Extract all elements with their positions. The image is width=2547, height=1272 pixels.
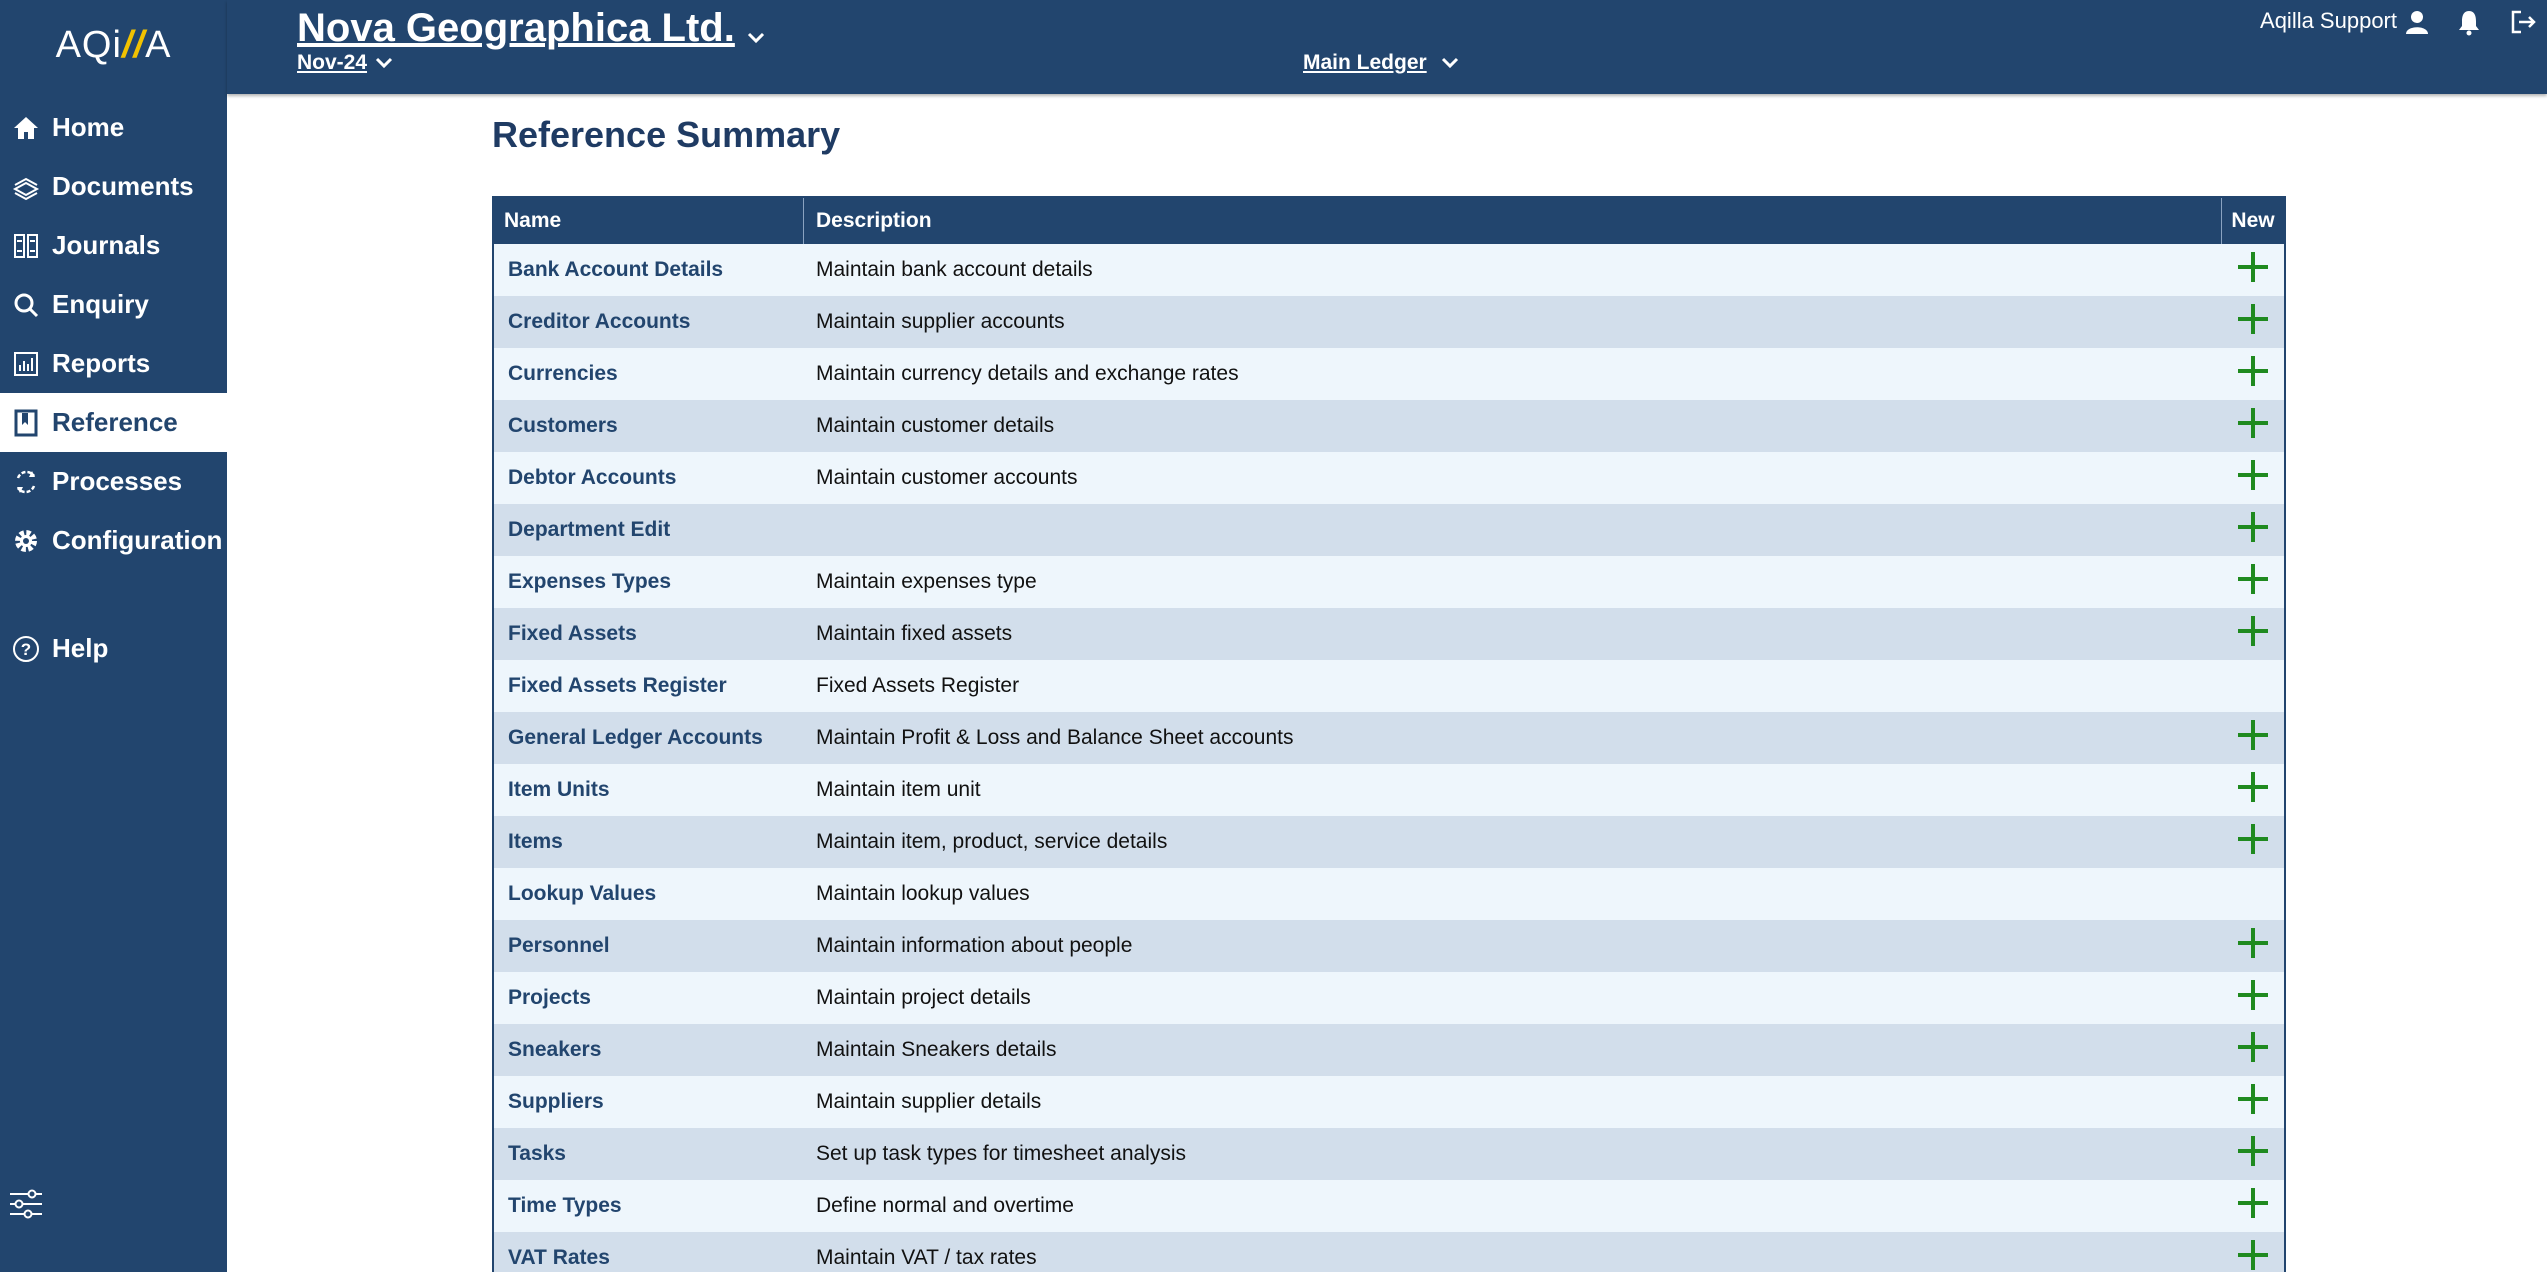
reference-table [492, 196, 2286, 1272]
add-new-plus-icon[interactable] [2236, 1238, 2270, 1272]
row-name-link[interactable]: VAT Rates [508, 1246, 610, 1269]
row-description: Maintain item, product, service details [816, 830, 1168, 853]
column-header-new: New [2231, 209, 2275, 232]
row-name-link[interactable]: Sneakers [508, 1038, 602, 1061]
processes-icon [10, 466, 42, 498]
row-name-link[interactable]: General Ledger Accounts [508, 726, 763, 749]
table-row [494, 1180, 2284, 1232]
add-new-plus-icon[interactable] [2236, 926, 2270, 966]
row-name-link[interactable]: Debtor Accounts [508, 466, 677, 489]
row-name-link[interactable]: Department Edit [508, 518, 671, 541]
row-name-link[interactable]: Fixed Assets [508, 622, 637, 645]
row-name-link[interactable]: Currencies [508, 362, 618, 385]
new-cell [2222, 718, 2284, 758]
sidebar-item-configuration[interactable] [0, 511, 227, 570]
table-row [494, 972, 2284, 1024]
new-cell [2222, 1082, 2284, 1122]
row-description: Maintain VAT / tax rates [816, 1246, 1037, 1269]
table-row [494, 712, 2284, 764]
period-label: Nov-24 [297, 51, 368, 74]
row-description: Fixed Assets Register [816, 674, 1020, 697]
new-cell [2222, 1238, 2284, 1272]
new-cell [2222, 1186, 2284, 1226]
add-new-plus-icon[interactable] [2236, 406, 2270, 446]
documents-icon [10, 171, 42, 203]
column-header-name[interactable]: Name [494, 198, 804, 244]
table-row [494, 504, 2284, 556]
new-cell [2222, 250, 2284, 290]
sidebar-item-processes[interactable] [0, 452, 227, 511]
row-description: Maintain currency details and exchange rates [816, 362, 1239, 385]
help-icon [10, 633, 42, 665]
table-row [494, 816, 2284, 868]
sidebar-item-label: Documents [52, 171, 194, 201]
aqilla-logo[interactable]: AQi//A [55, 24, 172, 66]
home-icon [10, 112, 42, 144]
table-row [494, 920, 2284, 972]
period-selector[interactable] [297, 50, 393, 76]
chevron-down-icon [1441, 52, 1459, 76]
user-name[interactable]: Aqilla Support [2260, 8, 2397, 33]
table-row [494, 868, 2284, 920]
add-new-plus-icon[interactable] [2236, 770, 2270, 810]
reports-icon [10, 348, 42, 380]
add-new-plus-icon[interactable] [2236, 562, 2270, 602]
new-cell [2222, 406, 2284, 446]
journals-icon [10, 230, 42, 262]
add-new-plus-icon[interactable] [2236, 510, 2270, 550]
add-new-plus-icon[interactable] [2236, 250, 2270, 290]
column-header-description[interactable]: Description [804, 198, 2222, 244]
sidebar-item-help[interactable] [0, 619, 227, 678]
sidebar [0, 0, 227, 1272]
row-description: Maintain Sneakers details [816, 1038, 1057, 1061]
row-description: Maintain lookup values [816, 882, 1030, 905]
notifications-bell-icon[interactable] [2455, 8, 2483, 36]
new-cell [2222, 1134, 2284, 1174]
new-cell [2222, 458, 2284, 498]
svg-text:?: ? [20, 639, 32, 659]
new-cell [2222, 978, 2284, 1018]
add-new-plus-icon[interactable] [2236, 1030, 2270, 1070]
row-description: Maintain expenses type [816, 570, 1037, 593]
row-description: Maintain customer accounts [816, 466, 1078, 489]
row-name-link[interactable]: Lookup Values [508, 882, 657, 905]
new-cell [2222, 510, 2284, 550]
search-icon [10, 289, 42, 321]
table-row [494, 452, 2284, 504]
table-row [494, 1024, 2284, 1076]
row-description: Maintain bank account details [816, 258, 1093, 281]
new-cell [2222, 926, 2284, 966]
table-row [494, 1076, 2284, 1128]
ledger-label: Main Ledger [1303, 51, 1427, 74]
row-description: Define normal and overtime [816, 1194, 1074, 1217]
gear-icon [10, 525, 42, 557]
row-name-link[interactable]: Fixed Assets Register [508, 674, 727, 697]
user-icon[interactable] [2403, 8, 2431, 36]
new-cell [2222, 822, 2284, 862]
sidebar-item-reference[interactable] [0, 393, 227, 452]
add-new-plus-icon[interactable] [2236, 1082, 2270, 1122]
sidebar-nav [0, 98, 227, 678]
add-new-plus-icon[interactable] [2236, 718, 2270, 758]
row-description: Maintain information about people [816, 934, 1133, 957]
new-cell [2222, 770, 2284, 810]
add-new-plus-icon[interactable] [2236, 458, 2270, 498]
new-cell [2222, 302, 2284, 342]
sidebar-item-label: Reference [52, 407, 178, 437]
sidebar-item-journals[interactable] [0, 216, 227, 275]
table-row [494, 660, 2284, 712]
row-name-link[interactable]: Personnel [508, 934, 610, 957]
sidebar-item-label: Configuration [52, 525, 223, 555]
chevron-down-icon [375, 52, 393, 76]
row-description: Maintain supplier details [816, 1090, 1042, 1113]
company-selector[interactable] [297, 2, 765, 55]
sidebar-item-label: Enquiry [52, 289, 149, 319]
top-header [227, 0, 2547, 94]
new-cell [2222, 1030, 2284, 1070]
row-description: Maintain Profit & Loss and Balance Sheet accounts [816, 726, 1294, 749]
sidebar-item-label: Reports [52, 348, 151, 378]
add-new-plus-icon[interactable] [2236, 1186, 2270, 1226]
row-name-link[interactable]: Expenses Types [508, 570, 672, 593]
sidebar-item-label: Home [52, 112, 125, 142]
table-header [494, 198, 2284, 244]
sidebar-item-documents[interactable] [0, 157, 227, 216]
row-name-link[interactable]: Item Units [508, 778, 610, 801]
table-row [494, 764, 2284, 816]
chevron-down-icon [747, 10, 765, 55]
row-description: Set up task types for timesheet analysis [816, 1142, 1187, 1165]
row-description: Maintain project details [816, 986, 1031, 1009]
row-name-link[interactable]: Customers [508, 414, 618, 437]
row-name-link[interactable]: Bank Account Details [508, 258, 724, 281]
row-name-link[interactable]: Items [508, 830, 563, 853]
sidebar-item-label: Help [52, 633, 109, 663]
add-new-plus-icon[interactable] [2236, 302, 2270, 342]
row-description: Maintain customer details [816, 414, 1055, 437]
table-row [494, 608, 2284, 660]
bookmark-icon [10, 407, 42, 439]
new-cell [2222, 562, 2284, 602]
table-row [494, 348, 2284, 400]
row-description: Maintain supplier accounts [816, 310, 1065, 333]
add-new-plus-icon[interactable] [2236, 822, 2270, 862]
row-name-link[interactable]: Suppliers [508, 1090, 604, 1113]
sliders-icon[interactable] [8, 1186, 44, 1222]
table-row [494, 244, 2284, 296]
sidebar-item-label: Journals [52, 230, 161, 260]
sidebar-item-reports[interactable] [0, 334, 227, 393]
table-row [494, 296, 2284, 348]
row-name-link[interactable]: Creditor Accounts [508, 310, 691, 333]
add-new-plus-icon[interactable] [2236, 614, 2270, 654]
row-description: Maintain fixed assets [816, 622, 1013, 645]
new-cell [2222, 354, 2284, 394]
company-name: Nova Geographica Ltd. [297, 6, 735, 50]
row-description: Maintain item unit [816, 778, 981, 801]
table-body [494, 244, 2284, 1272]
ledger-selector[interactable] [1303, 50, 1459, 76]
page-title: Reference Summary [492, 114, 841, 155]
sidebar-item-enquiry[interactable] [0, 275, 227, 334]
add-new-plus-icon[interactable] [2236, 1134, 2270, 1174]
table-row [494, 556, 2284, 608]
add-new-plus-icon[interactable] [2236, 978, 2270, 1018]
sidebar-item-home[interactable] [0, 98, 227, 157]
sidebar-item-label: Processes [52, 466, 183, 496]
row-name-link[interactable]: Time Types [508, 1194, 622, 1217]
logout-icon[interactable] [2509, 8, 2537, 36]
table-row [494, 1128, 2284, 1180]
row-name-link[interactable]: Tasks [508, 1142, 566, 1165]
new-cell [2222, 614, 2284, 654]
table-row [494, 400, 2284, 452]
add-new-plus-icon[interactable] [2236, 354, 2270, 394]
row-name-link[interactable]: Projects [508, 986, 591, 1009]
table-row [494, 1232, 2284, 1272]
